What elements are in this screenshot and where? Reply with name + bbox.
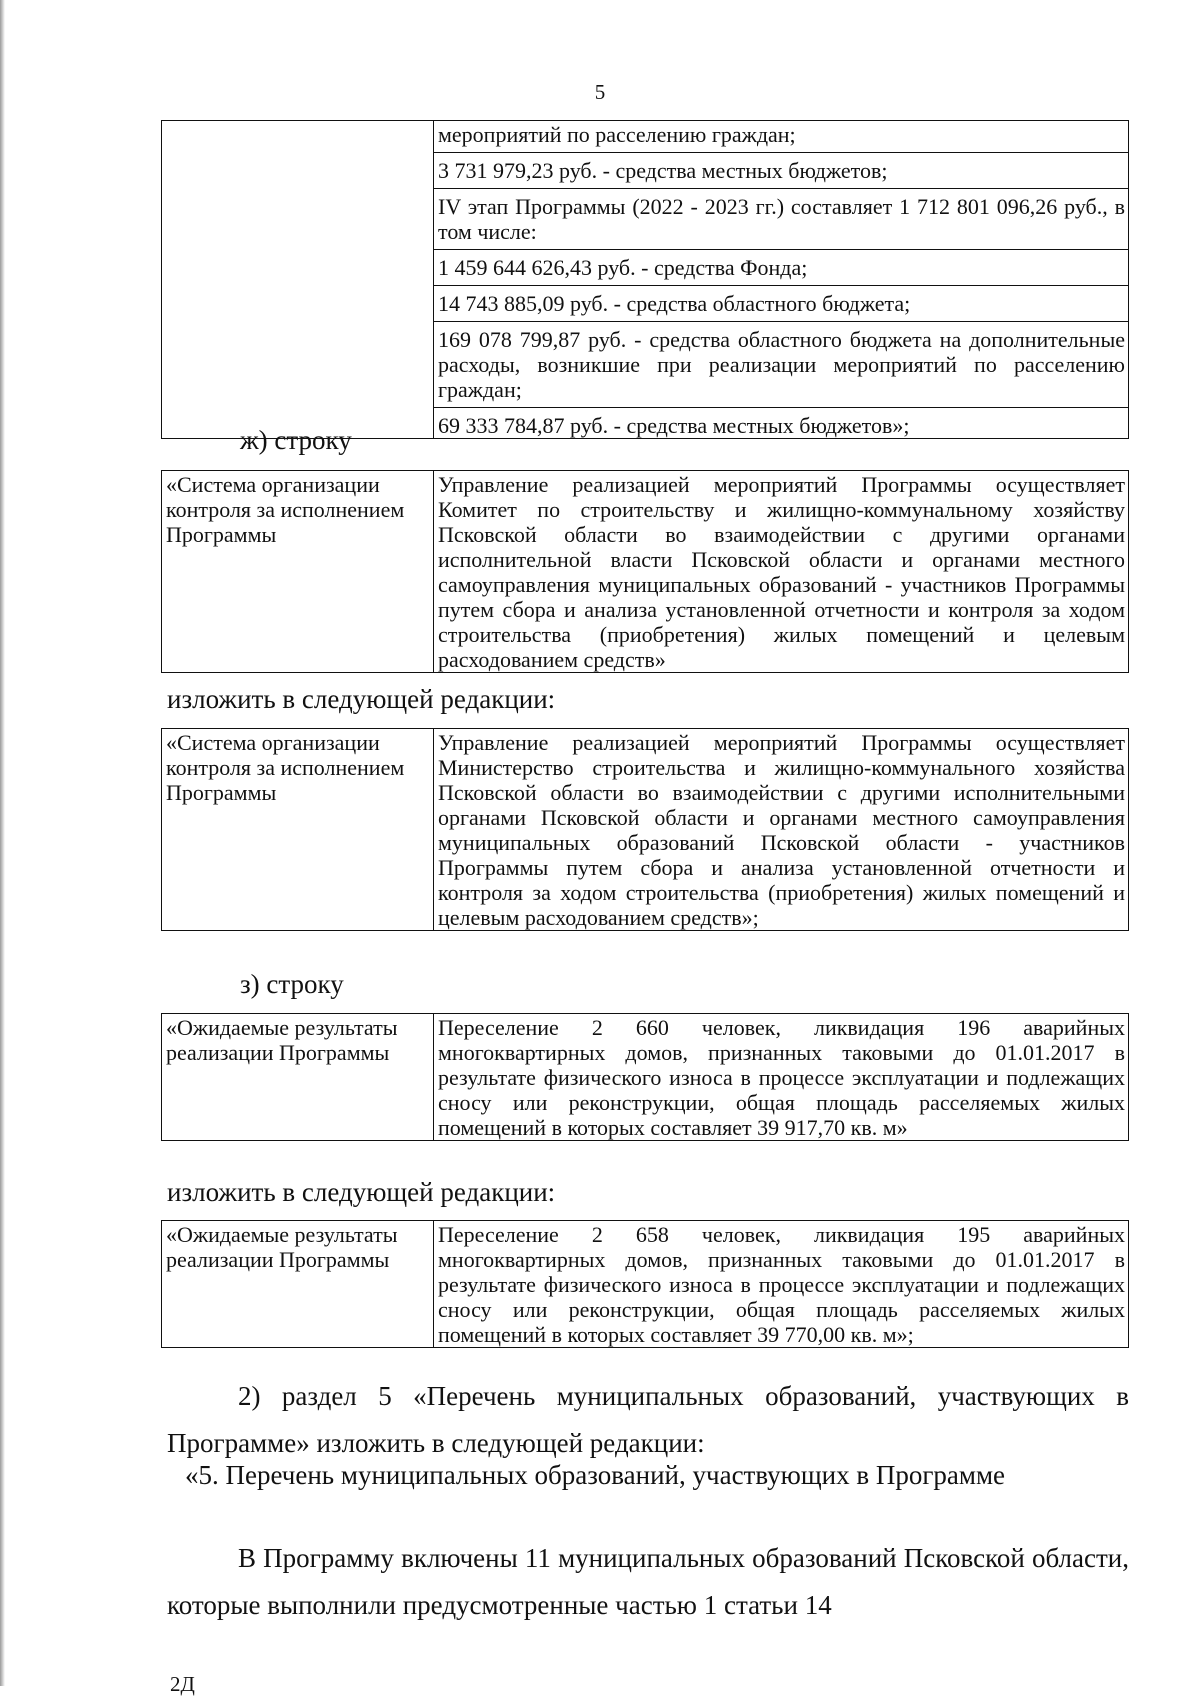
table4-right-cell: Переселение 2 660 человек, ликвидация 196 аварийных многоквартирных домов, признанных таковыми до 01.01.2017 в результате физического износа в процессе эксплуатации и подлежащих сносу или реконструкции, общая площадь расселяемых жилых помещений в которых составляет 39 917,70 кв. м» bbox=[434, 1014, 1129, 1141]
table3-left-cell: «Система организации контроля за исполнением Программы bbox=[162, 729, 434, 931]
section5-paragraph: 2) раздел 5 «Перечень муниципальных образований, участвующих в Программе» изложить в следующей редакции: bbox=[167, 1381, 1129, 1458]
table4-left-cell: «Ожидаемые результаты реализации Программы bbox=[162, 1014, 434, 1141]
table5-right-cell: Переселение 2 658 человек, ликвидация 195 аварийных многоквартирных домов, признанных таковыми до 01.01.2017 в результате физического износа в процессе эксплуатации и подлежащих сносу или реконструкции, общая площадь расселяемых жилых помещений в которых составляет 39 770,00 кв. м»; bbox=[434, 1221, 1129, 1348]
table2-left-cell: «Система организации контроля за исполнением Программы bbox=[162, 471, 434, 673]
label-edit-1: изложить в следующей редакции: bbox=[167, 684, 556, 714]
table2-right-cell: Управление реализацией мероприятий Программы осуществляет Комитет по строительству и жилищно-коммунальному хозяйству Псковской области во взаимодействии с другими органами исполнительной власти Псковской области и органами местного самоуправления муниципальных образований - участников Программы путем сбора и анализа установленной отчетности и контроля за ходом строительства (приобретения) жилых помещений и целевым расходованием средств» bbox=[434, 471, 1129, 673]
funding-line: IV этап Программы (2022 - 2023 гг.) составляет 1 712 801 096,26 руб., в том числе: bbox=[434, 188, 1128, 244]
included-paragraph: В Программу включены 11 муниципальных образований Псковской области, которые выполнили предусмотренные частью 1 статьи 14 bbox=[167, 1543, 1129, 1620]
control-system-new-table bbox=[161, 728, 1129, 931]
expected-results-new-table bbox=[161, 1220, 1129, 1348]
table3-right-cell: Управление реализацией мероприятий Программы осуществляет Министерство строительства и жилищно-коммунального хозяйства Псковской области во взаимодействии с другими исполнительными органами Псковской области и органами местного самоуправления муниципальных образований Псковской области - участников Программы путем сбора и анализа установленной отчетности и контроля за ходом строительства (приобретения) жилых помещений и целевым расходованием средств»; bbox=[434, 729, 1129, 931]
funding-line: 169 078 799,87 руб. - средства областного бюджета на дополнительные расходы, возникшие при реализации мероприятий по расселению граждан; bbox=[434, 321, 1128, 402]
table1-right-cell bbox=[434, 121, 1129, 439]
funding-line: 3 731 979,23 руб. - средства местных бюджетов; bbox=[434, 152, 1128, 183]
footer-mark: 2Д bbox=[170, 1672, 195, 1696]
funding-table-continuation bbox=[161, 120, 1129, 439]
funding-line: 1 459 644 626,43 руб. - средства Фонда; bbox=[434, 249, 1128, 280]
table5-left-cell: «Ожидаемые результаты реализации Программы bbox=[162, 1221, 434, 1348]
page-number: 5 bbox=[594, 80, 606, 104]
control-system-old-table bbox=[161, 470, 1129, 673]
table1-left-cell bbox=[162, 121, 434, 439]
funding-line: мероприятий по расселению граждан; bbox=[438, 122, 796, 147]
funding-line: 69 333 784,87 руб. - средства местных бюджетов»; bbox=[434, 407, 1128, 438]
funding-line: 14 743 885,09 руб. - средства областного бюджета; bbox=[434, 285, 1128, 316]
label-edit-2: изложить в следующей редакции: bbox=[167, 1177, 556, 1207]
label-zh-stroku: ж) строку bbox=[240, 425, 352, 455]
section5-heading: «5. Перечень муниципальных образований, участвующих в Программе bbox=[185, 1460, 1006, 1490]
expected-results-old-table bbox=[161, 1013, 1129, 1141]
label-z-stroku: з) строку bbox=[240, 969, 344, 999]
scan-edge bbox=[0, 0, 5, 1686]
